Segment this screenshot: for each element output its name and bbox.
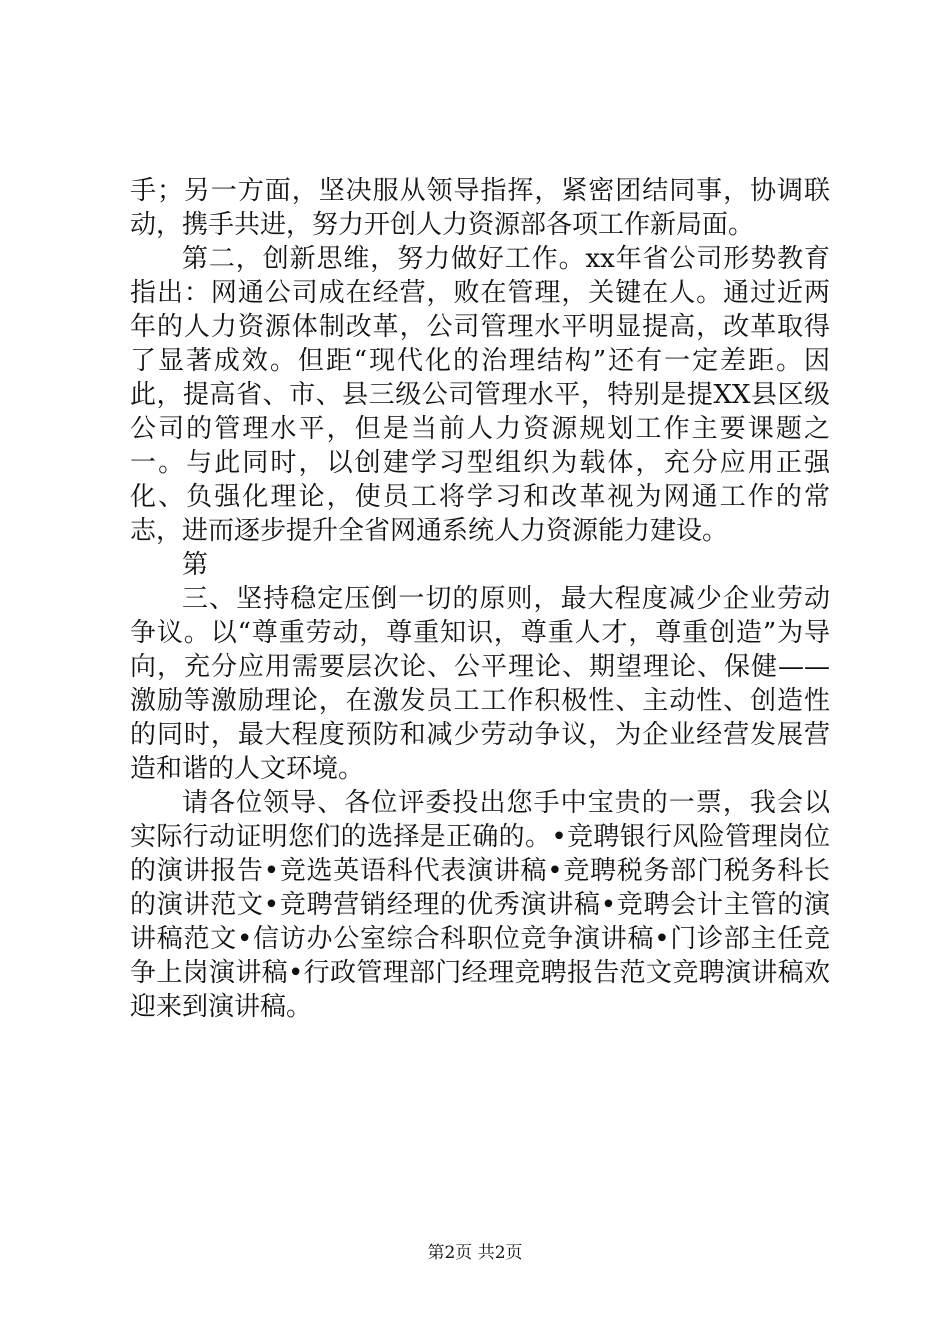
- paragraph-5: 请各位领导、各位评委投出您手中宝贵的一票，我会以实际行动证明您们的选择是正确的。•竞聘银行风险管理岗位的演讲报告•竞选英语科代表演讲稿•竞聘税务部门税务科长的演讲范文•竞聘营销经理的优秀演讲稿•竞聘会计主管的演讲稿范文•信访办公室综合科职位竞争演讲稿•门诊部主任竞争上岗演讲稿•行政管理部门经理竞聘报告范文竞聘演讲稿欢迎来到演讲稿。: [130, 788, 830, 1022]
- paragraph-1: 手；另一方面，坚决服从领导指挥，紧密团结同事，协调联动，携手共进，努力开创人力资源部各项工作新局面。: [130, 176, 830, 240]
- paragraph-3: 第: [182, 550, 209, 580]
- page-footer: 第2页 共2页: [427, 1243, 523, 1263]
- document-body: [130, 174, 830, 1024]
- paragraph-2: 第二，创新思维，努力做好工作。xx年省公司形势教育指出：网通公司成在经营，败在管理，关键在人。通过近两年的人力资源体制改革，公司管理水平明显提高，改革取得了显著成效。但距“现代化的治理结构”还有一定差距。因此，提高省、市、县三级公司管理水平，特别是提XX县区级公司的管理水平，但是当前人力资源规划工作主要课题之一。与此同时，以创建学习型组织为载体，充分应用正强化、负强化理论，使员工将学习和改革视为网通工作的常志，进而逐步提升全省网通系统人力资源能力建设。: [130, 244, 830, 546]
- paragraph-4: 三、坚持稳定压倒一切的原则，最大程度减少企业劳动争议。以“尊重劳动，尊重知识，尊重人才，尊重创造”为导向，充分应用需要层次论、公平理论、期望理论、保健——激励等激励理论，在激发员工工作积极性、主动性、创造性的同时，最大程度预防和减少劳动争议，为企业经营发展营造和谐的人文环境。: [130, 584, 830, 784]
